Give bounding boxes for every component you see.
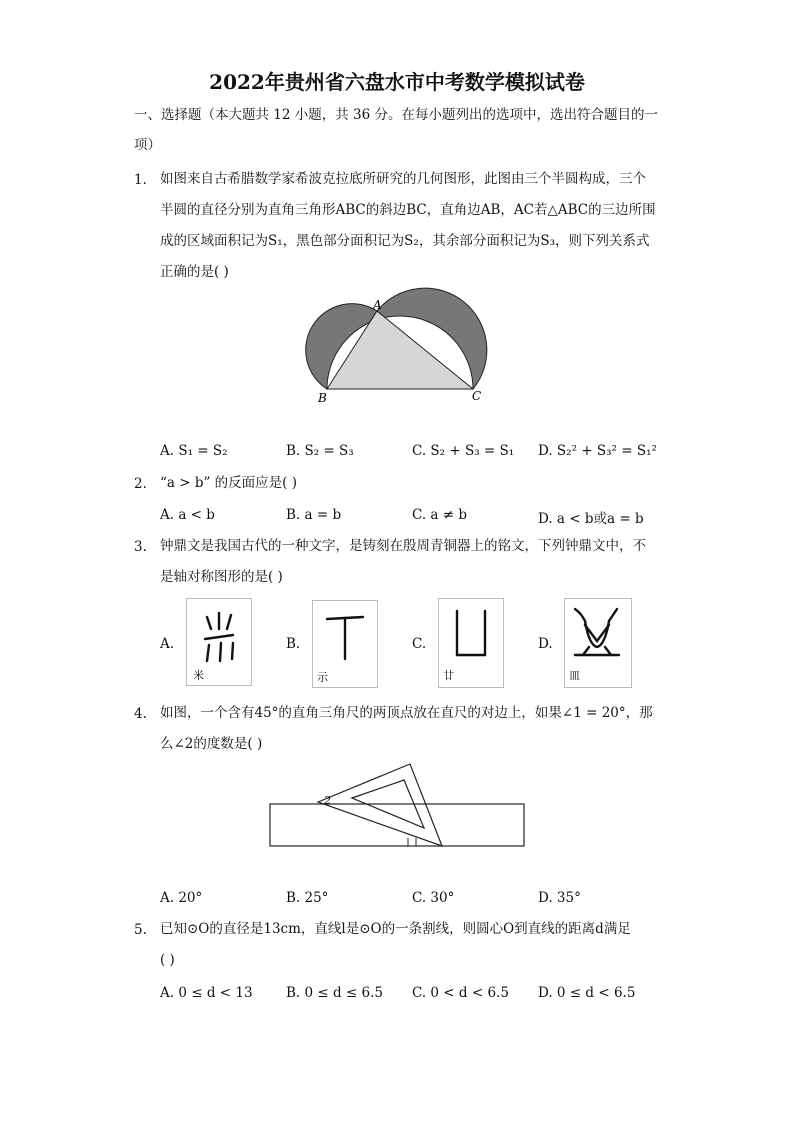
label-c: C: [472, 389, 482, 403]
question-1-line: 正确的是( ): [160, 264, 229, 280]
glyph-option-b[interactable]: [312, 600, 378, 688]
question-1-option-d[interactable]: D. S₂² + S₃² = S₁²: [538, 443, 657, 459]
question-3-number: 3.: [134, 539, 147, 555]
label-b: B: [318, 391, 327, 405]
section-header-line2: 项）: [134, 137, 161, 153]
question-5-option-a[interactable]: A. 0 ≤ d < 13: [160, 985, 253, 1001]
question-1-option-b[interactable]: B. S₂ = S₃: [286, 443, 354, 459]
question-2-option-d[interactable]: D. a < b或a = b: [538, 511, 644, 527]
question-5-number: 5.: [134, 922, 147, 938]
glyph-option-a[interactable]: [186, 598, 252, 686]
question-2-text: [160, 468, 664, 499]
hippocrates-lunes-figure: [300, 286, 500, 408]
question-1-line: 成的区域面积记为S₁，黑色部分面积记为S₂，其余部分面积记为S₃，则下列关系式: [160, 233, 650, 249]
question-3-line: 是轴对称图形的是( ): [160, 569, 283, 585]
question-4-text: [160, 698, 664, 760]
glyph-caption-c: 廿: [443, 669, 454, 682]
question-2-option-a[interactable]: A. a < b: [160, 507, 215, 523]
question-4-number: 4.: [134, 706, 147, 722]
question-1-line: 半圆的直径分别为直角三角形ABC的斜边BC，直角边AB，AC若△ABC的三边所围: [160, 202, 656, 218]
question-1-number: 1.: [134, 172, 147, 188]
question-2-option-b[interactable]: B. a = b: [286, 507, 342, 523]
glyph-caption-a: 米: [193, 669, 204, 682]
ruler-triangle-figure: [266, 760, 530, 852]
question-1-option-c[interactable]: C. S₂ + S₃ = S₁: [412, 443, 515, 459]
question-2-number: 2.: [134, 476, 147, 492]
question-2-line: “a > b” 的反面应是( ): [160, 475, 298, 491]
question-5-line: ( ): [160, 952, 175, 968]
question-5-option-b[interactable]: B. 0 ≤ d ≤ 6.5: [286, 985, 383, 1001]
question-4-line: 如图，一个含有45°的直角三角尺的两顶点放在直尺的对边上，如果∠1 = 20°，那: [160, 705, 653, 721]
glyph-caption-d: 皿: [569, 669, 580, 682]
question-4-option-b[interactable]: B. 25°: [286, 890, 329, 906]
question-3-line: 钟鼎文是我国古代的一种文字，是铸刻在殷周青铜器上的铭文，下列钟鼎文中，不: [160, 538, 646, 554]
question-1-line: 如图来自古希腊数学家希波克拉底所研究的几何图形，此图由三个半圆构成，三个: [160, 171, 646, 187]
question-5-option-c[interactable]: C. 0 < d < 6.5: [412, 985, 509, 1001]
question-3-text: [160, 531, 664, 593]
glyph-caption-b: 示: [317, 671, 328, 684]
question-3-option-c-letter[interactable]: C.: [412, 636, 427, 652]
question-5-line: 已知⊙O的直径是13cm，直线l是⊙O的一条割线，则圆心O到直线的距离d满足: [160, 921, 631, 937]
question-5-text: [160, 914, 664, 976]
question-4-line: 么∠2的度数是( ): [160, 736, 263, 752]
question-2-option-c[interactable]: C. a ≠ b: [412, 507, 468, 523]
question-4-option-a[interactable]: A. 20°: [160, 890, 203, 906]
question-5-option-d[interactable]: D. 0 ≤ d < 6.5: [538, 985, 636, 1001]
glyph-option-c[interactable]: [438, 598, 504, 688]
angle-2-label: 2: [324, 794, 331, 807]
glyph-option-d[interactable]: [564, 598, 632, 688]
page-title: 2022年贵州省六盘水市中考数学模拟试卷: [209, 70, 585, 94]
question-3-option-a-letter[interactable]: A.: [160, 636, 175, 652]
question-4-option-c[interactable]: C. 30°: [412, 890, 455, 906]
section-header: [134, 100, 674, 160]
label-a: A: [373, 298, 382, 312]
question-3-option-d-letter[interactable]: D.: [538, 636, 553, 652]
section-header-line1: 一、选择题（本大题共 12 小题，共 36 分。在每小题列出的选项中，选出符合题目的一: [134, 107, 659, 123]
question-1-text: [160, 164, 664, 288]
question-3-option-b-letter[interactable]: B.: [286, 636, 301, 652]
question-1-option-a[interactable]: A. S₁ = S₂: [160, 443, 228, 459]
question-4-option-d[interactable]: D. 35°: [538, 890, 581, 906]
ruler: [270, 804, 524, 846]
